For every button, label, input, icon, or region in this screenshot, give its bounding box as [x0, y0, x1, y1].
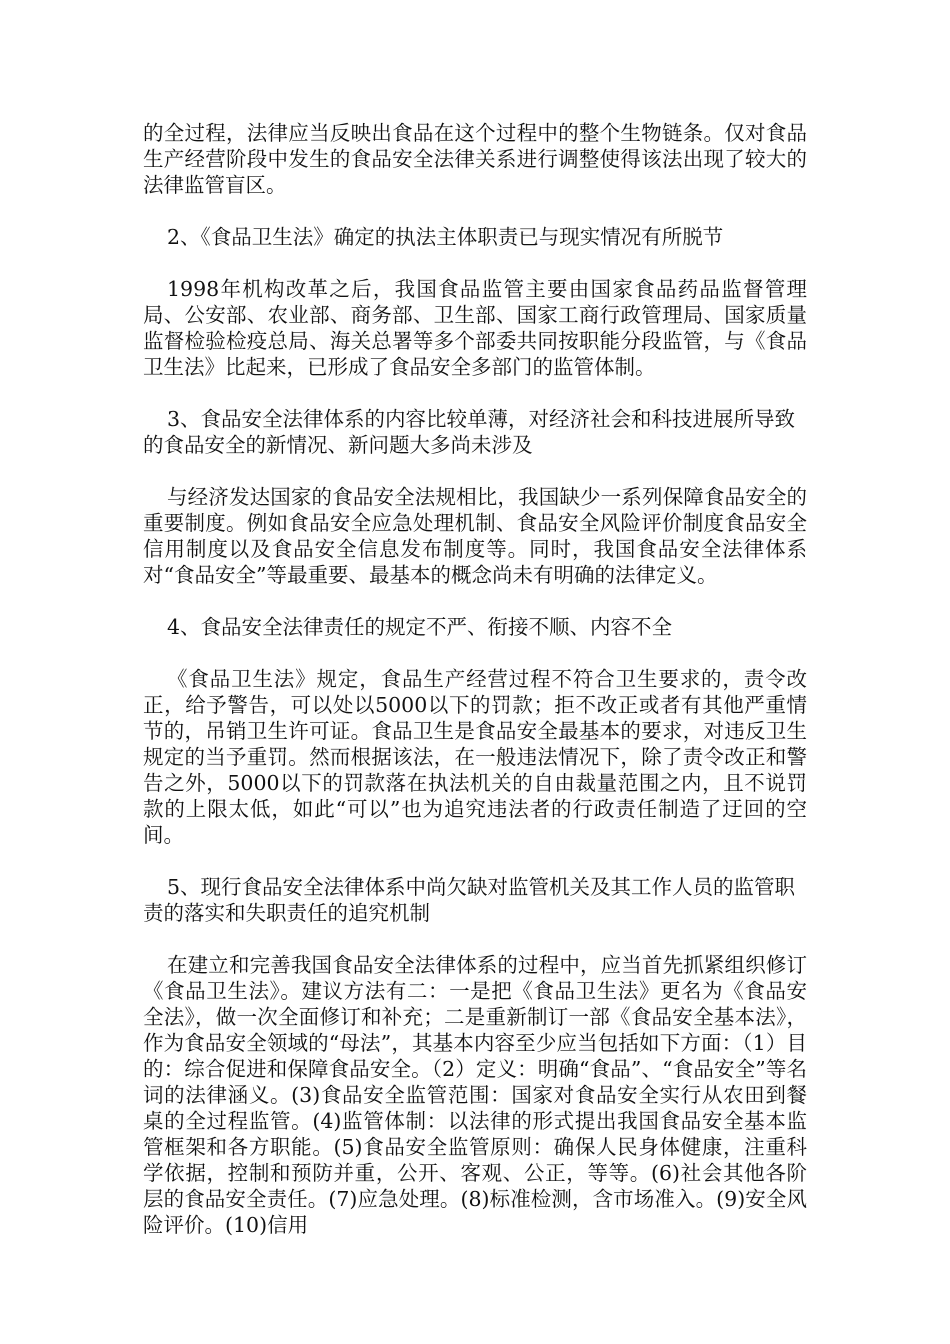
section-heading-4: 4、食品安全法律责任的规定不严、衔接不顺、内容不全 — [167, 615, 673, 639]
section-heading-5: 5、现行食品安全法律体系中尚欠缺对监管机关及其工作人员的监管职责的落实和失职责任的追究机制 — [143, 875, 796, 925]
paragraph-body-5: 在建立和完善我国食品安全法律体系的过程中，应当首先抓紧组织修订《食品卫生法》。建议方法有二：一是把《食品卫生法》更名为《食品安全法》，做一次全面修订和补充；二是重新制订一部《食品安全基本法》，作为食品安全领域的“母法”，其基本内容至少应当包括如下方面：（1）目的：综合促进和保障食品安全。（2）定义：明确“食品”、“食品安全”等名词的法律涵义。(3)食品安全监管范围：国家对食品安全实行从农田到餐桌的全过程监管。(4)监管体制：以法律的形式提出我国食品安全基本监管框架和各方职能。(5)食品安全监管原则：确保人民身体健康，注重科学依据，控制和预防并重，公开、客观、公正，等等。(6)社会其他各阶层的食品安全责任。(7)应急处理。(8)标准检测，含市场准入。(9)安全风险评价。(10)信用 — [143, 953, 807, 1237]
document-page — [143, 120, 807, 1264]
section-heading-3: 3、食品安全法律体系的内容比较单薄，对经济社会和科技进展所导致的食品安全的新情况、新问题大多尚未涉及 — [143, 407, 796, 457]
section-heading-2: 2、《食品卫生法》确定的执法主体职责已与现实情况有所脱节 — [167, 225, 724, 249]
paragraph-body-2: 1998年机构改革之后，我国食品监管主要由国家食品药品监督管理局、公安部、农业部、商务部、卫生部、国家工商行政管理局、国家质量监督检验检疫总局、海关总署等多个部委共同按职能分段监管，与《食品卫生法》比起来，已形成了食品安全多部门的监管体制。 — [143, 277, 807, 379]
paragraph-body-3: 与经济发达国家的食品安全法规相比，我国缺少一系列保障食品安全的重要制度。例如食品安全应急处理机制、食品安全风险评价制度食品安全信用制度以及食品安全信息发布制度等。同时，我国食品安全法律体系对“食品安全”等最重要、最基本的概念尚未有明确的法律定义。 — [143, 485, 807, 587]
paragraph-body-4: 《食品卫生法》规定，食品生产经营过程不符合卫生要求的，责令改正，给予警告，可以处以5000以下的罚款；拒不改正或者有其他严重情节的，吊销卫生许可证。食品卫生是食品安全最基本的要求，对违反卫生规定的当予重罚。然而根据该法，在一般违法情况下，除了责令改正和警告之外，5000以下的罚款落在执法机关的自由裁量范围之内，且不说罚款的上限太低，如此“可以”也为追究违法者的行政责任制造了迂回的空间。 — [143, 667, 807, 847]
paragraph-body-1: 的全过程，法律应当反映出食品在这个过程中的整个生物链条。仅对食品生产经营阶段中发生的食品安全法律关系进行调整使得该法出现了较大的法律监管盲区。 — [143, 121, 807, 197]
